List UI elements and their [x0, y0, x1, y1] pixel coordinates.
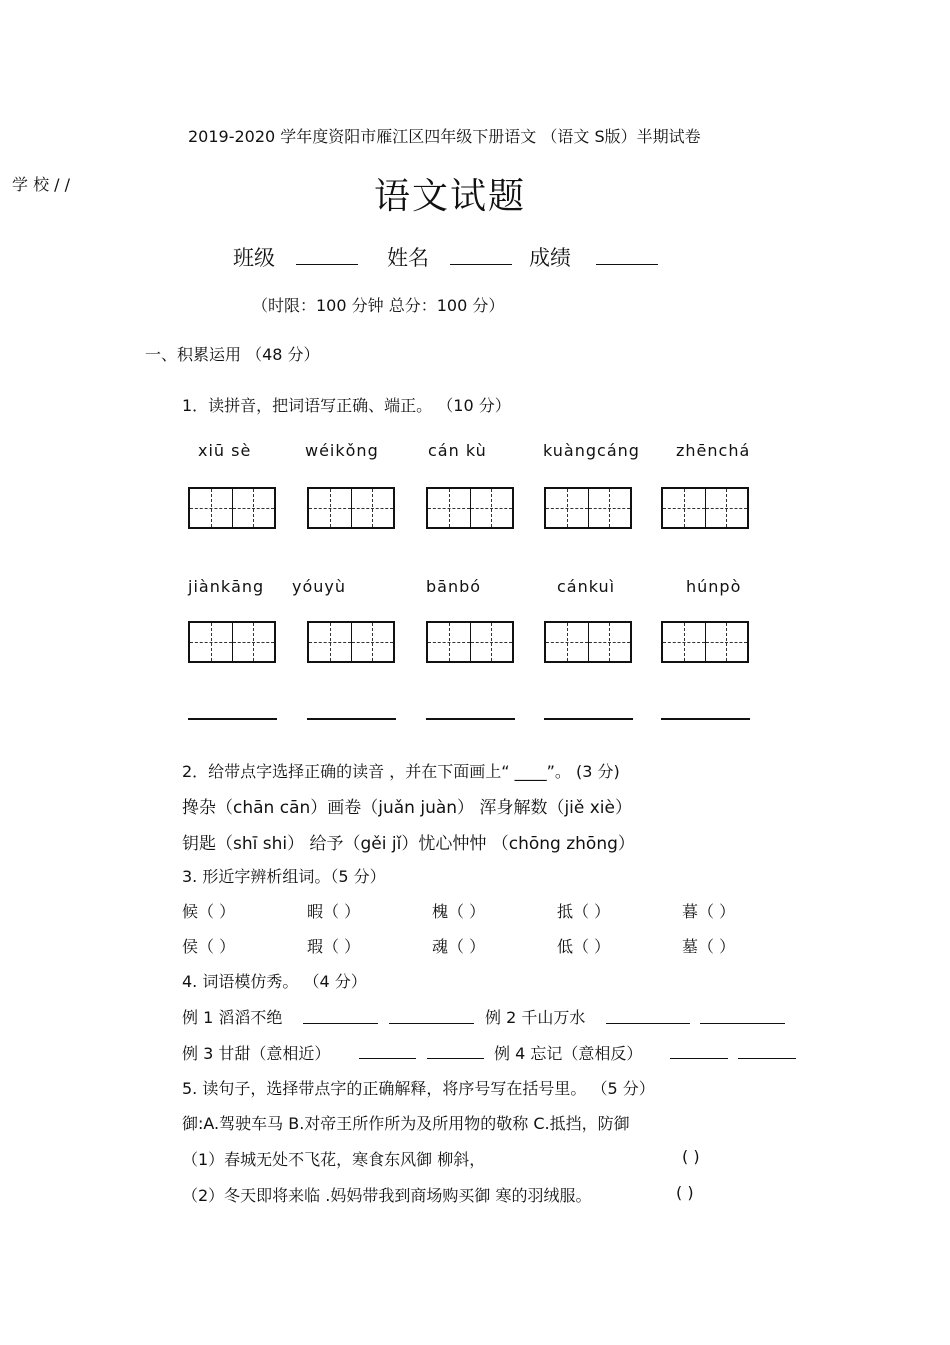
- page-title: 语文试题: [374, 176, 527, 217]
- exam-subtitle: 2019-2020 学年度资阳市雁江区四年级下册语文 （语文 S版）半期试卷: [188, 127, 701, 146]
- q4-example-4: 例 4 忘记（意相反）: [494, 1044, 643, 1063]
- writing-grid[interactable]: [426, 621, 514, 663]
- q5-sentence-1: （1）春城无处不飞花，寒食东风御 柳斜，: [182, 1150, 486, 1169]
- answer-line[interactable]: [307, 718, 396, 720]
- q4-example-3: 例 3 甘甜（意相近）: [182, 1044, 331, 1063]
- school-label: 学 校 / /: [12, 175, 71, 194]
- writing-grid[interactable]: [426, 487, 514, 529]
- q3-item[interactable]: 抵（ ）: [557, 902, 611, 921]
- answer-line[interactable]: [700, 1023, 785, 1024]
- q2-prompt: 2．给带点字选择正确的读音 ，并在下面画上“ ____”。 (3 分): [182, 762, 620, 781]
- q4-example-2: 例 2 千山万水: [485, 1008, 586, 1027]
- q2-line1[interactable]: 搀杂（chān cān）画卷（juǎn juàn） 浑身解数（jiě xiè）: [182, 798, 632, 818]
- answer-line[interactable]: [738, 1058, 796, 1059]
- answer-line[interactable]: [389, 1023, 474, 1024]
- pinyin-10: húnpò: [686, 577, 742, 596]
- q5-prompt: 5. 读句子，选择带点字的正确解释，将序号写在括号里。 （5 分）: [182, 1079, 655, 1098]
- answer-line[interactable]: [303, 1023, 378, 1024]
- pinyin-9: cánkuì: [557, 577, 616, 596]
- writing-grid[interactable]: [661, 487, 749, 529]
- name-blank[interactable]: [450, 246, 512, 265]
- class-blank[interactable]: [296, 246, 358, 265]
- q1-prompt: 1．读拼音，把词语写正确、端正。 （10 分）: [182, 396, 511, 415]
- q3-item[interactable]: 槐（ ）: [432, 902, 486, 921]
- writing-grid[interactable]: [544, 621, 632, 663]
- answer-line[interactable]: [606, 1023, 690, 1024]
- answer-line[interactable]: [359, 1058, 416, 1059]
- q3-item[interactable]: 瑕（ ）: [307, 937, 361, 956]
- answer-line[interactable]: [426, 718, 515, 720]
- pinyin-7: yóuyù: [292, 577, 347, 596]
- answer-line[interactable]: [544, 718, 633, 720]
- answer-line[interactable]: [188, 718, 277, 720]
- q5-options: 御:A.驾驶车马 B.对帝王所作所为及所用物的敬称 C.抵挡，防御: [182, 1114, 630, 1133]
- q2-line2[interactable]: 钥匙（shī shi） 给予（gěi jǐ）忧心忡忡 （chōng zhōng）: [182, 834, 635, 854]
- writing-grid[interactable]: [544, 487, 632, 529]
- q3-item[interactable]: 暇（ ）: [307, 902, 361, 921]
- name-field: [387, 242, 512, 272]
- name-label: 姓名: [387, 246, 429, 270]
- section-heading: 一、积累运用 （48 分）: [145, 345, 320, 364]
- q5-sentence-2: （2）冬天即将来临 .妈妈带我到商场购买御 寒的羽绒服。: [182, 1186, 592, 1205]
- q3-prompt: 3. 形近字辨析组词。（5 分）: [182, 867, 386, 886]
- q4-prompt: 4. 词语模仿秀。 （4 分）: [182, 972, 367, 991]
- score-blank[interactable]: [596, 246, 658, 265]
- score-label: 成绩: [529, 246, 571, 270]
- pinyin-1: xiū sè: [198, 441, 252, 460]
- pinyin-4: kuàngcáng: [543, 441, 640, 460]
- class-field: [233, 242, 358, 272]
- writing-grid[interactable]: [661, 621, 749, 663]
- q3-item[interactable]: 候（ ）: [182, 902, 236, 921]
- writing-grid[interactable]: [307, 621, 395, 663]
- q3-item[interactable]: 侯（ ）: [182, 937, 236, 956]
- pinyin-6: jiànkāng: [188, 577, 265, 596]
- class-label: 班级: [233, 246, 275, 270]
- q3-item[interactable]: 暮（ ）: [682, 902, 736, 921]
- pinyin-2: wéikǒng: [305, 441, 379, 460]
- time-note: （时限：100 分钟 总分：100 分）: [252, 296, 505, 315]
- q3-item[interactable]: 墓（ ）: [682, 937, 736, 956]
- q5-answer-1[interactable]: ( ): [682, 1147, 700, 1166]
- answer-line[interactable]: [427, 1058, 484, 1059]
- pinyin-8: bānbó: [426, 577, 482, 596]
- q3-item[interactable]: 低（ ）: [557, 937, 611, 956]
- pinyin-3: cán kù: [428, 441, 487, 460]
- answer-line[interactable]: [661, 718, 750, 720]
- score-field: [529, 242, 658, 272]
- q3-item[interactable]: 魂（ ）: [432, 937, 486, 956]
- writing-grid[interactable]: [188, 621, 276, 663]
- writing-grid[interactable]: [188, 487, 276, 529]
- q5-answer-2[interactable]: ( ): [676, 1183, 694, 1202]
- pinyin-5: zhēnchá: [676, 441, 751, 460]
- answer-line[interactable]: [670, 1058, 728, 1059]
- q4-example-1: 例 1 滔滔不绝: [182, 1008, 283, 1027]
- writing-grid[interactable]: [307, 487, 395, 529]
